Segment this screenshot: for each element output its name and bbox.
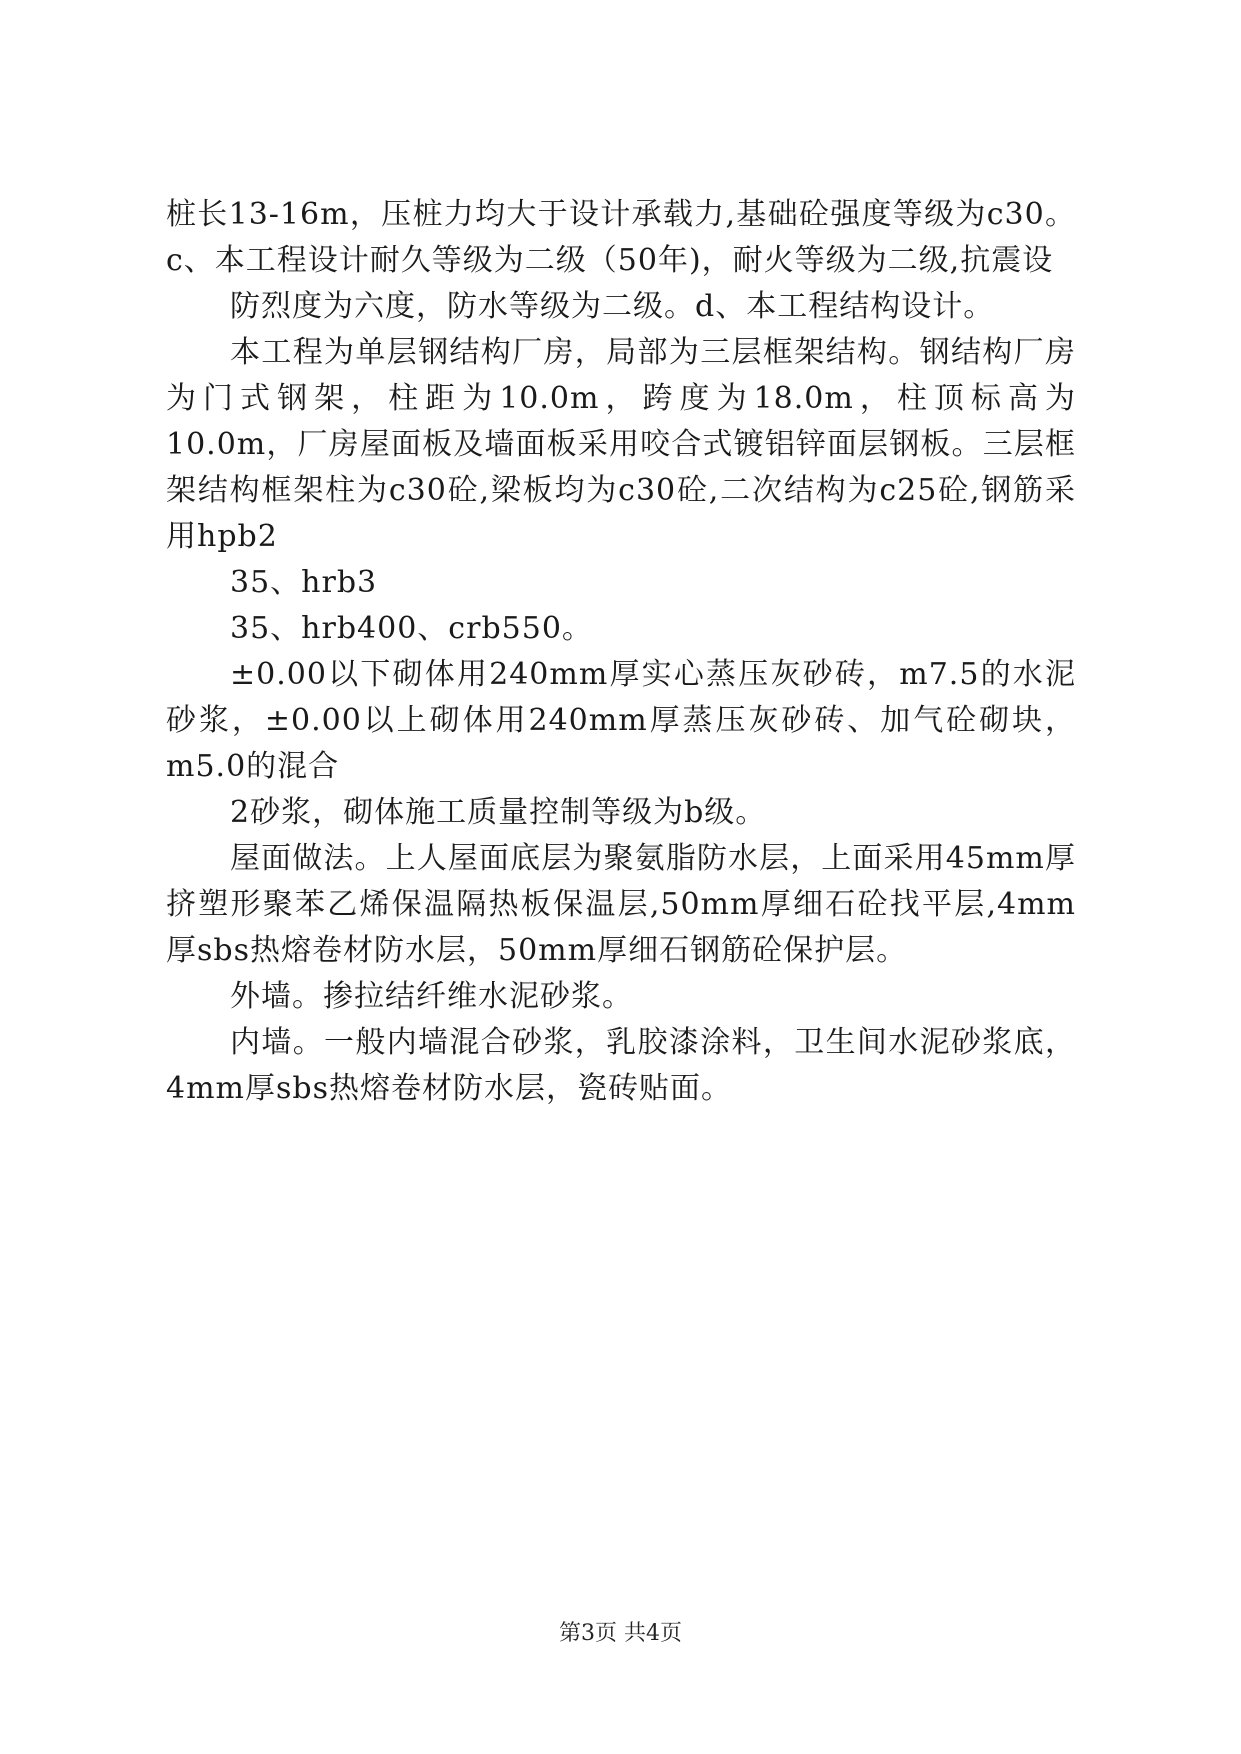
- paragraph-4: 35、hrb3: [230, 565, 378, 600]
- paragraph-9: 外墙。掺拉结纤维水泥砂浆。: [230, 979, 633, 1014]
- paragraph-10: 内墙。一般内墙混合砂浆，乳胶漆涂料，卫生间水泥砂浆底，4mm厚sbs热熔卷材防水层，瓷砖贴面。: [166, 1025, 1076, 1106]
- paragraph-2: 防烈度为六度，防水等级为二级。d、本工程结构设计。: [230, 289, 995, 324]
- page-number-footer: 第3页 共4页: [559, 1621, 682, 1646]
- paragraph-5: 35、hrb400、crb550。: [230, 611, 593, 646]
- paragraph-1: 桩长13-16m，压桩力均大于设计承载力,基础砼强度等级为c30。c、本工程设计耐久等级为二级（50年)，耐火等级为二级,抗震设: [166, 197, 1076, 278]
- paragraph-7: 2砂浆，砌体施工质量控制等级为b级。: [230, 795, 767, 830]
- paragraph-6: ±0.00以下砌体用240mm厚实心蒸压灰砂砖，m7.5的水泥砂浆，±0.00以上砌体用240mm厚蒸压灰砂砖、加气砼砌块，m5.0的混合: [166, 657, 1076, 784]
- document-body: [166, 192, 1076, 1112]
- paragraph-8: 屋面做法。上人屋面底层为聚氨脂防水层，上面采用45mm厚挤塑形聚苯乙烯保温隔热板保温层,50mm厚细石砼找平层,4mm厚sbs热熔卷材防水层，50mm厚细石钢筋砼保护层。: [166, 841, 1076, 968]
- paragraph-3: 本工程为单层钢结构厂房，局部为三层框架结构。钢结构厂房为门式钢架，柱距为10.0m，跨度为18.0m，柱顶标高为10.0m，厂房屋面板及墙面板采用咬合式镀铝锌面层钢板。三层框架结构框架柱为c30砼,梁板均为c30砼,二次结构为c25砼,钢筋采用hpb2: [166, 335, 1076, 554]
